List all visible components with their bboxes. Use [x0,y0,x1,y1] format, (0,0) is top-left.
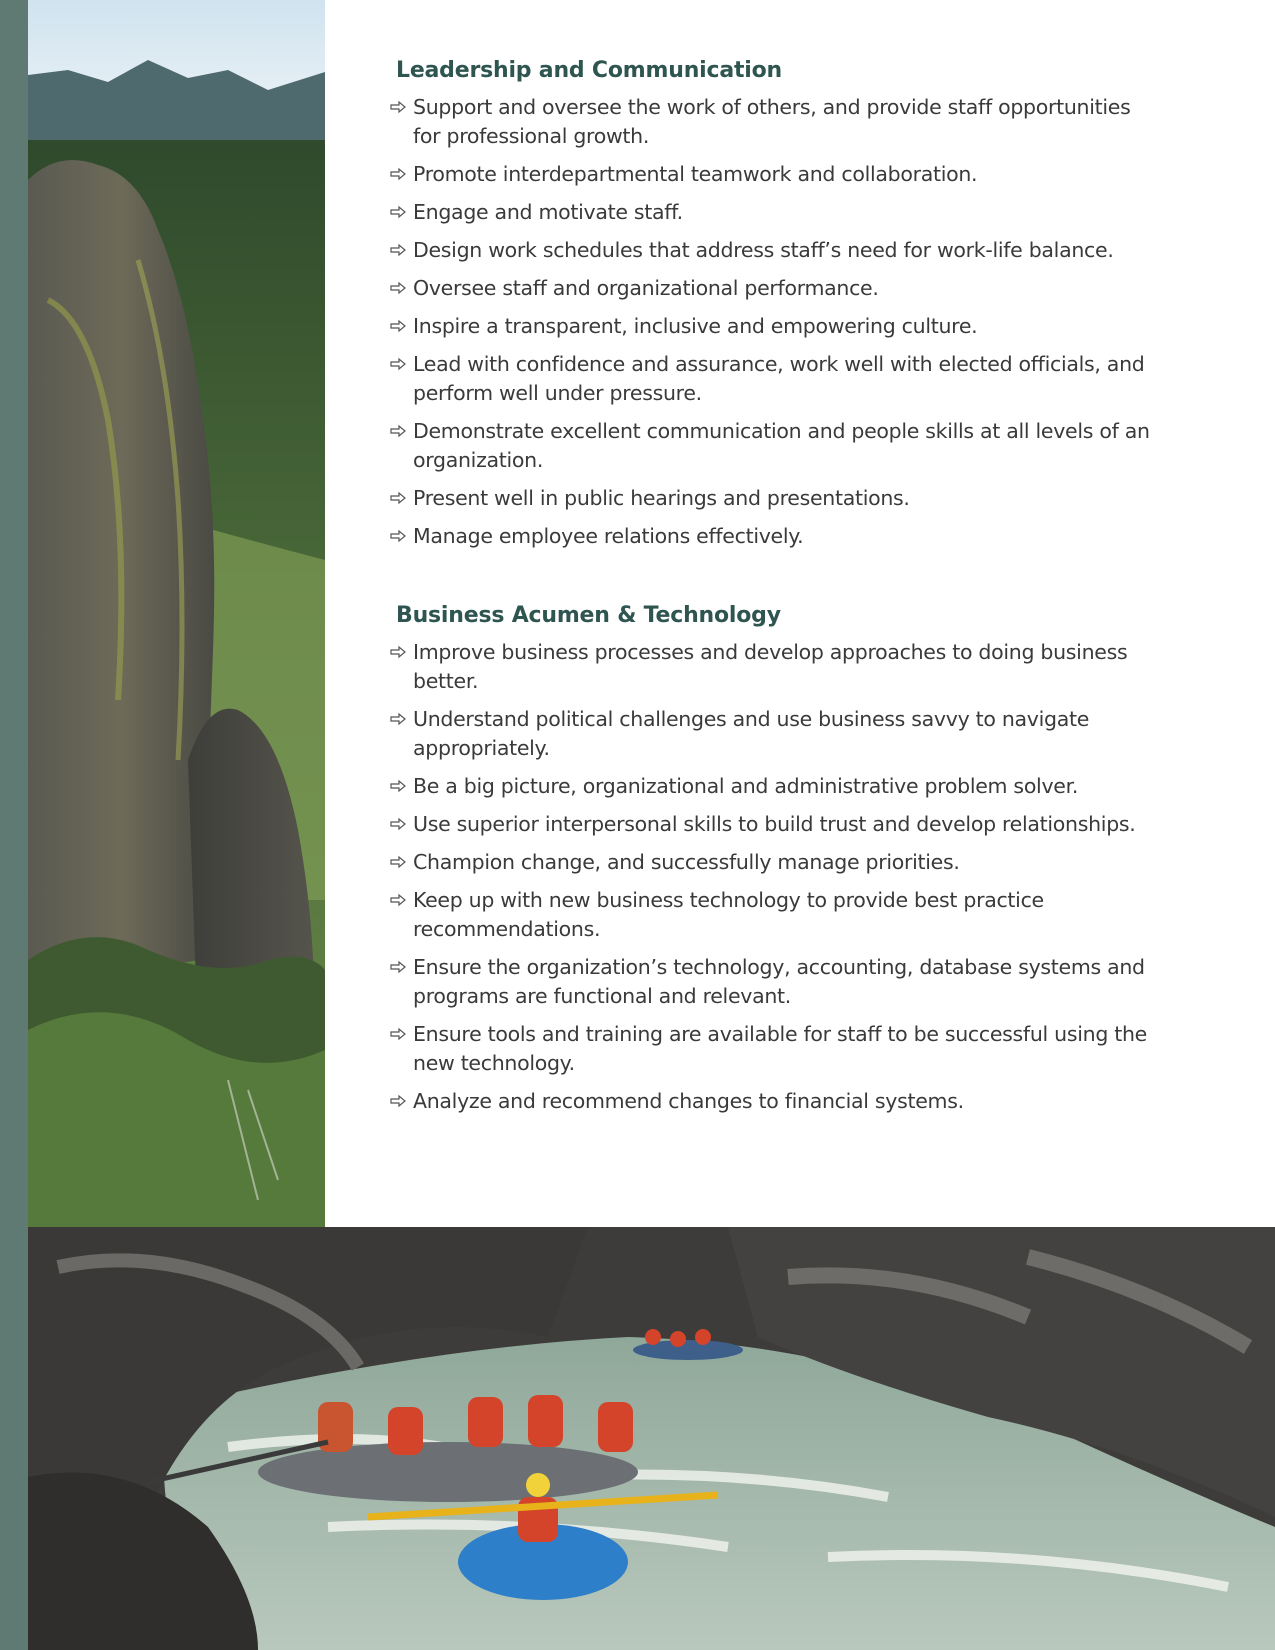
list-item-text: Present well in public hearings and presentations. [413,486,910,510]
list-item-text: Analyze and recommend changes to financial systems. [413,1089,964,1113]
arrow-right-outline-icon [390,645,407,659]
list-item [390,522,1190,551]
list-item [390,772,1190,801]
section-title-leadership: Leadership and Communication [396,58,783,83]
arrow-right-outline-icon [390,529,407,543]
arrow-right-outline-icon [390,243,407,257]
leadership-list [390,93,1190,551]
list-item [390,810,1190,839]
arrow-right-outline-icon [390,357,407,371]
list-item-text: Ensure tools and training are available for staff to be successful using the new technology. [413,1022,1147,1075]
whitewater-rafting-photo [28,1227,1275,1650]
arrow-right-outline-icon [390,491,407,505]
list-item [390,93,1190,151]
list-item-text: Use superior interpersonal skills to build trust and develop relationships. [413,812,1136,836]
list-item [390,1087,1190,1116]
list-item-text: Support and oversee the work of others, and provide staff opportunities for professional growth. [413,95,1131,148]
arrow-right-outline-icon [390,1094,407,1108]
list-item [390,953,1190,1011]
arrow-right-outline-icon [390,319,407,333]
list-item-text: Oversee staff and organizational performance. [413,276,879,300]
arrow-right-outline-icon [390,893,407,907]
list-item [390,350,1190,408]
list-item [390,274,1190,303]
list-item [390,236,1190,265]
list-item [390,160,1190,189]
arrow-right-outline-icon [390,167,407,181]
list-item [390,886,1190,944]
list-item-text: Ensure the organization’s technology, accounting, database systems and programs are functional and relevant. [413,955,1145,1008]
left-accent-bar [0,0,28,1650]
list-item-text: Demonstrate excellent communication and people skills at all levels of an organization. [413,419,1150,472]
arrow-right-outline-icon [390,779,407,793]
arrow-right-outline-icon [390,855,407,869]
list-item-text: Inspire a transparent, inclusive and empowering culture. [413,314,978,338]
list-item [390,1020,1190,1078]
list-item-text: Champion change, and successfully manage priorities. [413,850,960,874]
arrow-right-outline-icon [390,100,407,114]
list-item-text: Promote interdepartmental teamwork and collaboration. [413,162,978,186]
arrow-right-outline-icon [390,205,407,219]
section-title-business: Business Acumen & Technology [396,603,781,628]
list-item-text: Be a big picture, organizational and administrative problem solver. [413,774,1079,798]
list-item [390,198,1190,227]
list-item [390,417,1190,475]
list-item-text: Understand political challenges and use business savvy to navigate appropriately. [413,707,1090,760]
list-item [390,312,1190,341]
arrow-right-outline-icon [390,960,407,974]
list-item-text: Manage employee relations effectively. [413,524,804,548]
main-content [390,58,1190,1125]
cliff-landscape-photo [28,0,325,1227]
list-item-text: Lead with confidence and assurance, work well with elected officials, and perform well under pressure. [413,352,1145,405]
arrow-right-outline-icon [390,712,407,726]
arrow-right-outline-icon [390,424,407,438]
list-item [390,705,1190,763]
list-item [390,848,1190,877]
list-item [390,484,1190,513]
list-item [390,638,1190,696]
list-item-text: Improve business processes and develop approaches to doing business better. [413,640,1128,693]
arrow-right-outline-icon [390,1027,407,1041]
list-item-text: Keep up with new business technology to provide best practice recommendations. [413,888,1044,941]
arrow-right-outline-icon [390,817,407,831]
list-item-text: Engage and motivate staff. [413,200,683,224]
business-list [390,638,1190,1116]
arrow-right-outline-icon [390,281,407,295]
list-item-text: Design work schedules that address staff’s need for work-life balance. [413,238,1114,262]
